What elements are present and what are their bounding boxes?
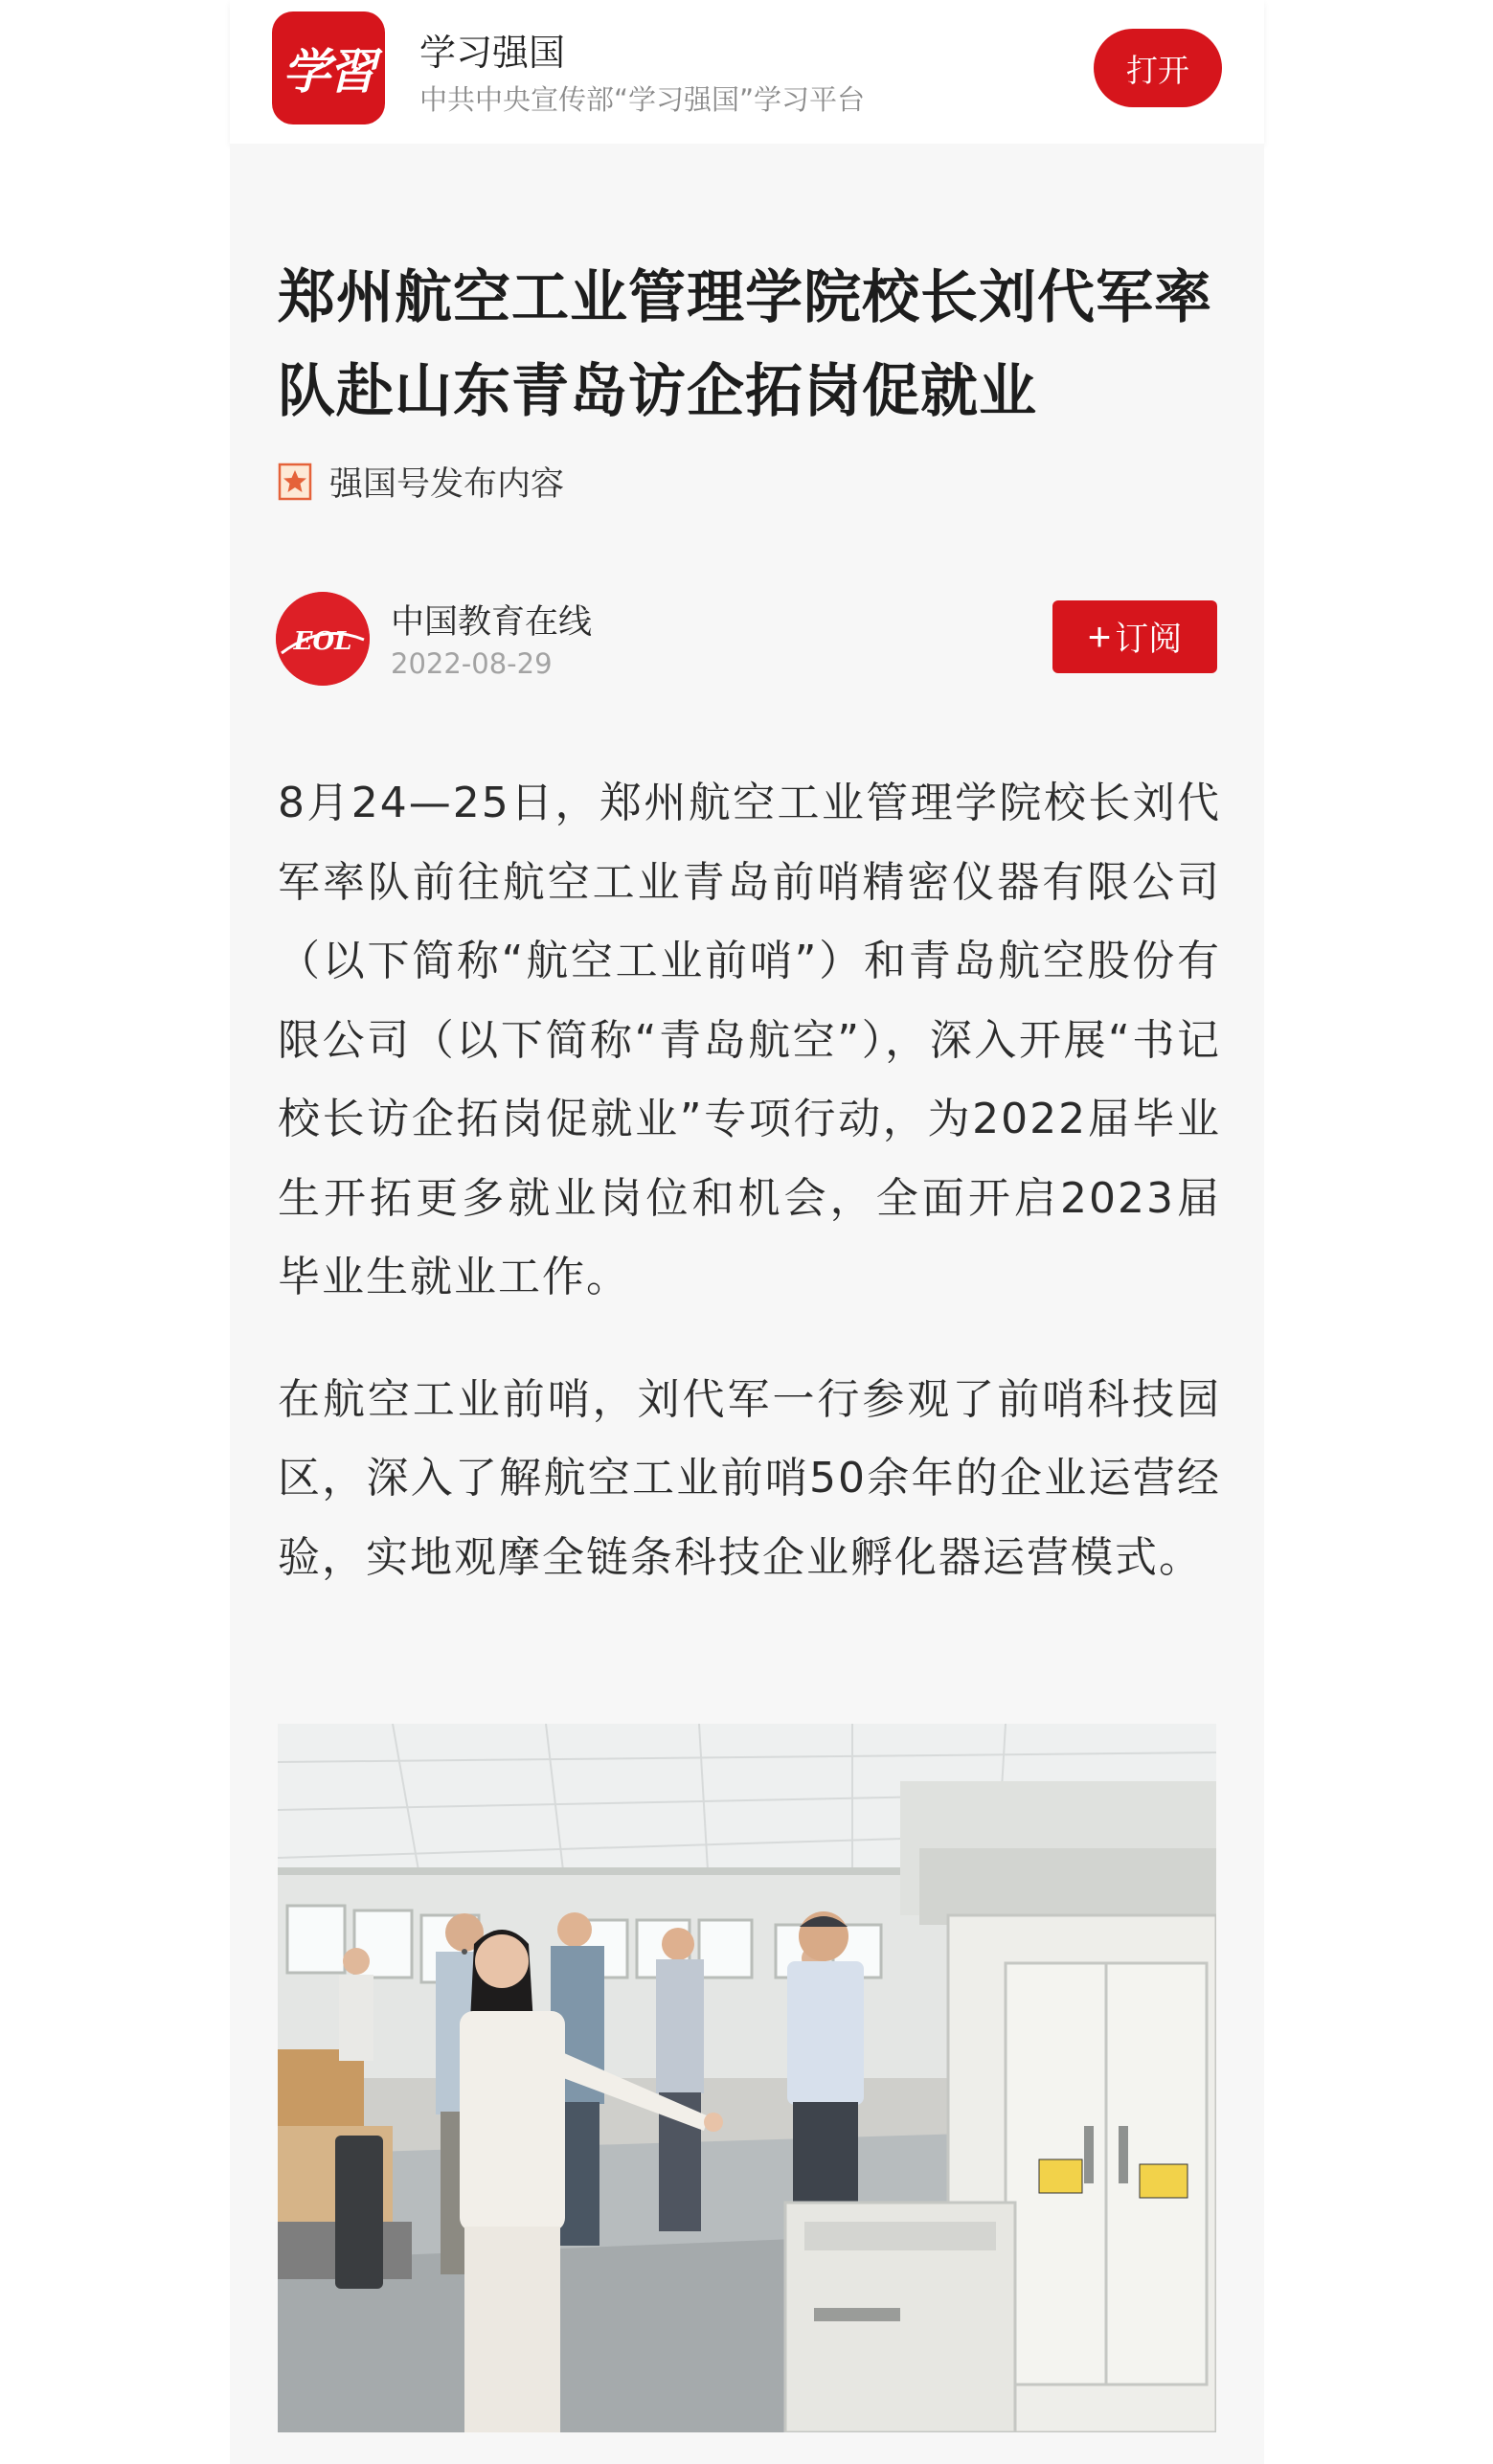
factory-visit-photo xyxy=(278,1724,1216,2432)
article-photo[interactable] xyxy=(278,1724,1216,2432)
subscribe-label: 订阅 xyxy=(1115,621,1183,658)
app-description: 中共中央宣传部“学习强国”学习平台 xyxy=(419,83,866,116)
open-app-button[interactable]: 打开 xyxy=(1094,29,1222,107)
publish-date: 2022-08-29 xyxy=(391,647,553,680)
source-tag-label: 强国号发布内容 xyxy=(329,465,565,504)
subscribe-button[interactable] xyxy=(1052,600,1217,673)
article-paragraph: 在航空工业前哨，刘代军一行参观了前哨科技园区，深入了解航空工业前哨50余年的企业运营经验，实地观摩全链条科技企业孵化器运营模式。 xyxy=(278,1374,1221,1582)
author-avatar[interactable] xyxy=(276,592,370,686)
author-name[interactable]: 中国教育在线 xyxy=(391,603,593,642)
article-body xyxy=(278,764,1221,1640)
star-badge-icon xyxy=(278,463,312,501)
plus-icon: + xyxy=(1087,614,1112,659)
source-tag xyxy=(278,460,564,504)
eol-logo-icon xyxy=(276,592,370,686)
app-banner xyxy=(230,0,1264,144)
app-logo[interactable]: 学習 xyxy=(272,11,385,124)
avatar-text: EOL xyxy=(293,627,352,656)
app-name: 学习强国 xyxy=(419,32,566,74)
article xyxy=(230,144,1264,2464)
article-paragraph: 8月24—25日，郑州航空工业管理学院校长刘代军率队前往航空工业青岛前哨精密仪器有限公司（以下简称“航空工业前哨”）和青岛航空股份有限公司（以下简称“青岛航空”），深入开展“书记校长访企拓岗促就业”专项行动，为2022届毕业生开拓更多就业岗位和机会，全面开启2023届毕业生就业工作。 xyxy=(278,779,1221,1301)
article-title: 郑州航空工业管理学院校长刘代军率队赴山东青岛访企拓岗促就业 xyxy=(278,264,1212,425)
